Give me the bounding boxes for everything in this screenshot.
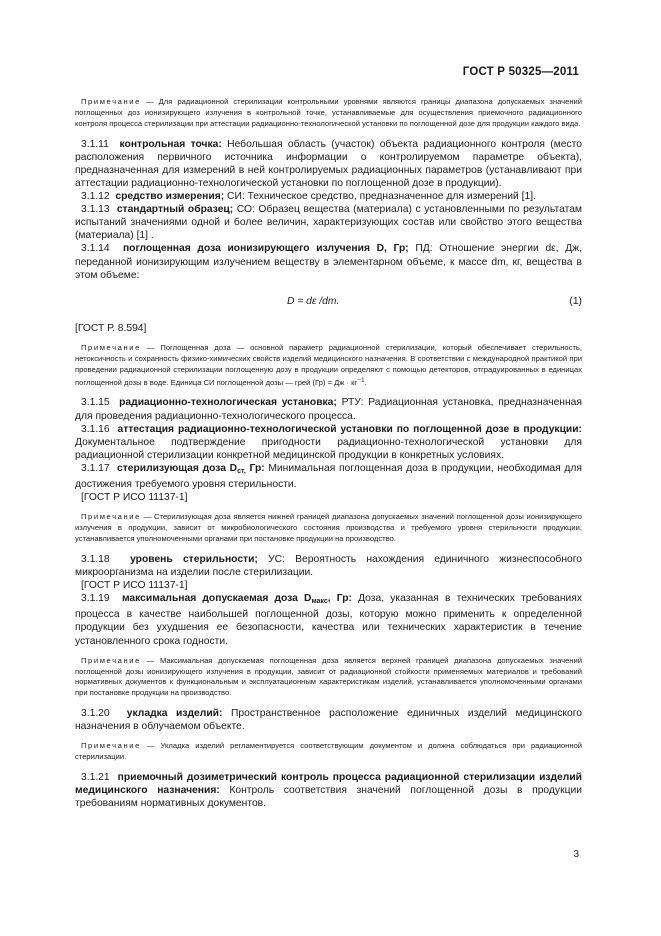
term-number: 3.1.20 [81, 708, 110, 720]
term-number: 3.1.19 [81, 593, 110, 605]
term-number: 3.1.15 [81, 397, 110, 409]
note-text: — Стерилизующая доза является нижней границей диапазона допускаемых значений поглощенной дозы ионизирующего излучения в продукции, зависит от микробиологического состояния производства и требуемого уровня стерильности продукции, устанавливается уполномоченными органами при постановке продукции на производство. [75, 512, 582, 544]
term-number: 3.1.12 [81, 191, 110, 203]
term-definition: Минимальная поглощенная доза в продукции, необходимая для достижения требуемого уровня стерильности. [75, 462, 582, 491]
term-3-1-17 [75, 462, 582, 491]
note-text: — Поглощенная доза — основной параметр радиационной стерилизации, который обеспечивает стерильность, нетоксичность и сохранность физико-химических свойств изделий медицинского назначения. В соответствии с международной практикой при проведении радиационной стерилизации поглощенную дозу в продукции определяют с помощью детекторов, отградуированных в единицах поглощенной дозы в воде. Единица СИ поглощенной дозы — грей (Гр) = Дж · кг [75, 342, 582, 387]
formula-expression: D = dε /dm. [287, 295, 340, 307]
formula-1 [75, 296, 582, 309]
note-4 [75, 656, 582, 700]
term-3-1-14 [75, 242, 582, 281]
note-end: . [364, 377, 367, 387]
note-label: Примечание [81, 342, 141, 352]
term-number: 3.1.18 [81, 553, 110, 565]
term-subscript: ст, [237, 467, 246, 475]
reference-2: [ГОСТ Р ИСО 11137-1] [81, 492, 188, 504]
term-3-1-21 [75, 771, 582, 810]
term-name: аттестация радиационно-технологической установки по поглощенной дозе в продукции: [117, 423, 582, 435]
note-label: Примечание [81, 655, 141, 665]
term-3-1-12 [75, 190, 582, 203]
term-number: 3.1.13 [81, 204, 110, 216]
term-3-1-20 [75, 707, 582, 733]
term-number: 3.1.16 [81, 423, 110, 435]
term-name: приемочный дозиметрический контроль процесса радиационной стерилизации изделий медицинского назначения: [75, 772, 582, 797]
term-3-1-16 [75, 423, 582, 462]
page-content [75, 97, 582, 811]
term-3-1-18 [75, 553, 582, 579]
term-3-1-13 [75, 203, 582, 242]
note-text: — Для радиационной стерилизации контрольными уровнями являются границы диапазона допускаемых значений поглощенных доз ионизирующего излучения в контрольной точке, устанавливаемые для осуществления приемочного радиационного контроля процесса стерилизации при аттестации радиационно-технологической установки по поглощенной дозе для продукции каждого вида. [75, 97, 582, 128]
term-name-unit: Гр: [245, 462, 265, 474]
term-number: 3.1.17 [81, 462, 110, 474]
term-definition: УС: Вероятность нахождения единичного жизнеспособного микроорганизма на изделии после стерилизации. [75, 553, 582, 579]
term-subscript: макс [311, 598, 328, 606]
term-name: стерилизующая доза D [116, 462, 238, 474]
term-name-unit: , Гр: [327, 593, 352, 605]
formula-number: (1) [569, 295, 582, 307]
note-text: — Укладка изделий регламентируется соответствующим документом и должна соблюдаться при радиационной стерилизации. [75, 741, 582, 762]
term-name: поглощенная доза ионизирующего излучения D, Гр; [122, 243, 409, 255]
term-definition: Документальное подтверждение пригодности радиационно-технологической установки для радиационной стерилизации конкретной медицинской продукции в конкретных условиях. [75, 436, 582, 461]
term-definition: СО: Образец вещества (материала) с установленными по результатам испытаний значениями одной и более величин, характеризующих состав или свойство этого вещества (материала) [1] . [75, 204, 583, 242]
term-definition: СИ: Техническое средство, предназначенное для измерений [1]. [224, 191, 536, 203]
note-3 [75, 512, 582, 545]
term-definition: Доза, указанная в технических требованиях процесса в качестве наибольшей поглощенной дозы, которую можно применить к определенной продукции без ухудшения ее безопасности, качества или технических характеристик в течение установленного срока годности. [75, 593, 582, 647]
term-name: средство измерения; [115, 191, 225, 203]
note-superscript: −1 [357, 376, 365, 384]
term-definition: Пространственное расположение единичных изделий медицинского назначения в облучаемом объекте. [75, 708, 582, 733]
term-name: укладка изделий: [126, 708, 223, 720]
document-header: ГОСТ Р 50325—2011 [462, 66, 579, 78]
note-2 [75, 343, 582, 389]
term-name: стандартный образец; [116, 204, 234, 216]
note-label: Примечание [81, 512, 141, 522]
term-name: радиационно-технологическая установка; [119, 397, 337, 409]
page-number: 3 [573, 849, 579, 860]
reference-3: [ГОСТ Р ИСО 11137-1] [81, 580, 188, 592]
note-label: Примечание [81, 741, 141, 751]
term-number: 3.1.11 [81, 138, 109, 150]
term-3-1-11 [75, 138, 582, 190]
term-name: уровень стерильности; [130, 553, 258, 565]
term-definition: РТУ: Радиационная установка, предназначенная для проведения радиационно-технологического процесса. [75, 397, 582, 422]
reference-1: [ГОСТ Р. 8.594] [75, 322, 147, 334]
term-3-1-15 [75, 396, 582, 422]
note-text: — Максимальная допускаемая поглощенная доза является верхней границей диапазона допускаемых значений поглощенной дозы ионизирующего излучения в продукции, зависит от радиационной стойкости применяемых материалов и требований нормативных документов к функциональным и эксплуатационным характеристикам изделий, устанавливается уполномоченными органами при постановке продукции на производство. [75, 655, 582, 698]
note-1 [75, 97, 582, 130]
term-3-1-19 [75, 592, 582, 647]
term-name: контрольная точка: [119, 138, 222, 150]
term-definition: Небольшая область (участок) объекта радиационного контроля (место расположения первичного источника информации о контролируемом параметре объекта), предназначенная для измерений в ней контролируемых радиационных параметров (устанавливают при аттестации радиационно-технологической установки по поглощенной дозе в продукции). [75, 138, 582, 189]
term-definition: Контроль соответствия значений поглощенной дозы в продукции требованиям нормативных документов. [75, 785, 582, 810]
note-label: Примечание [81, 97, 141, 106]
term-name: максимальная допускаемая доза D [121, 593, 312, 605]
term-number: 3.1.21 [81, 772, 110, 784]
note-5 [75, 741, 582, 763]
term-definition: ПД: Отношение энергии dε, Дж, переданной ионизирующим излучением веществу в элементарном объеме, к массе dm, кг, вещества в этом объеме: [75, 243, 582, 281]
term-number: 3.1.14 [81, 243, 110, 255]
